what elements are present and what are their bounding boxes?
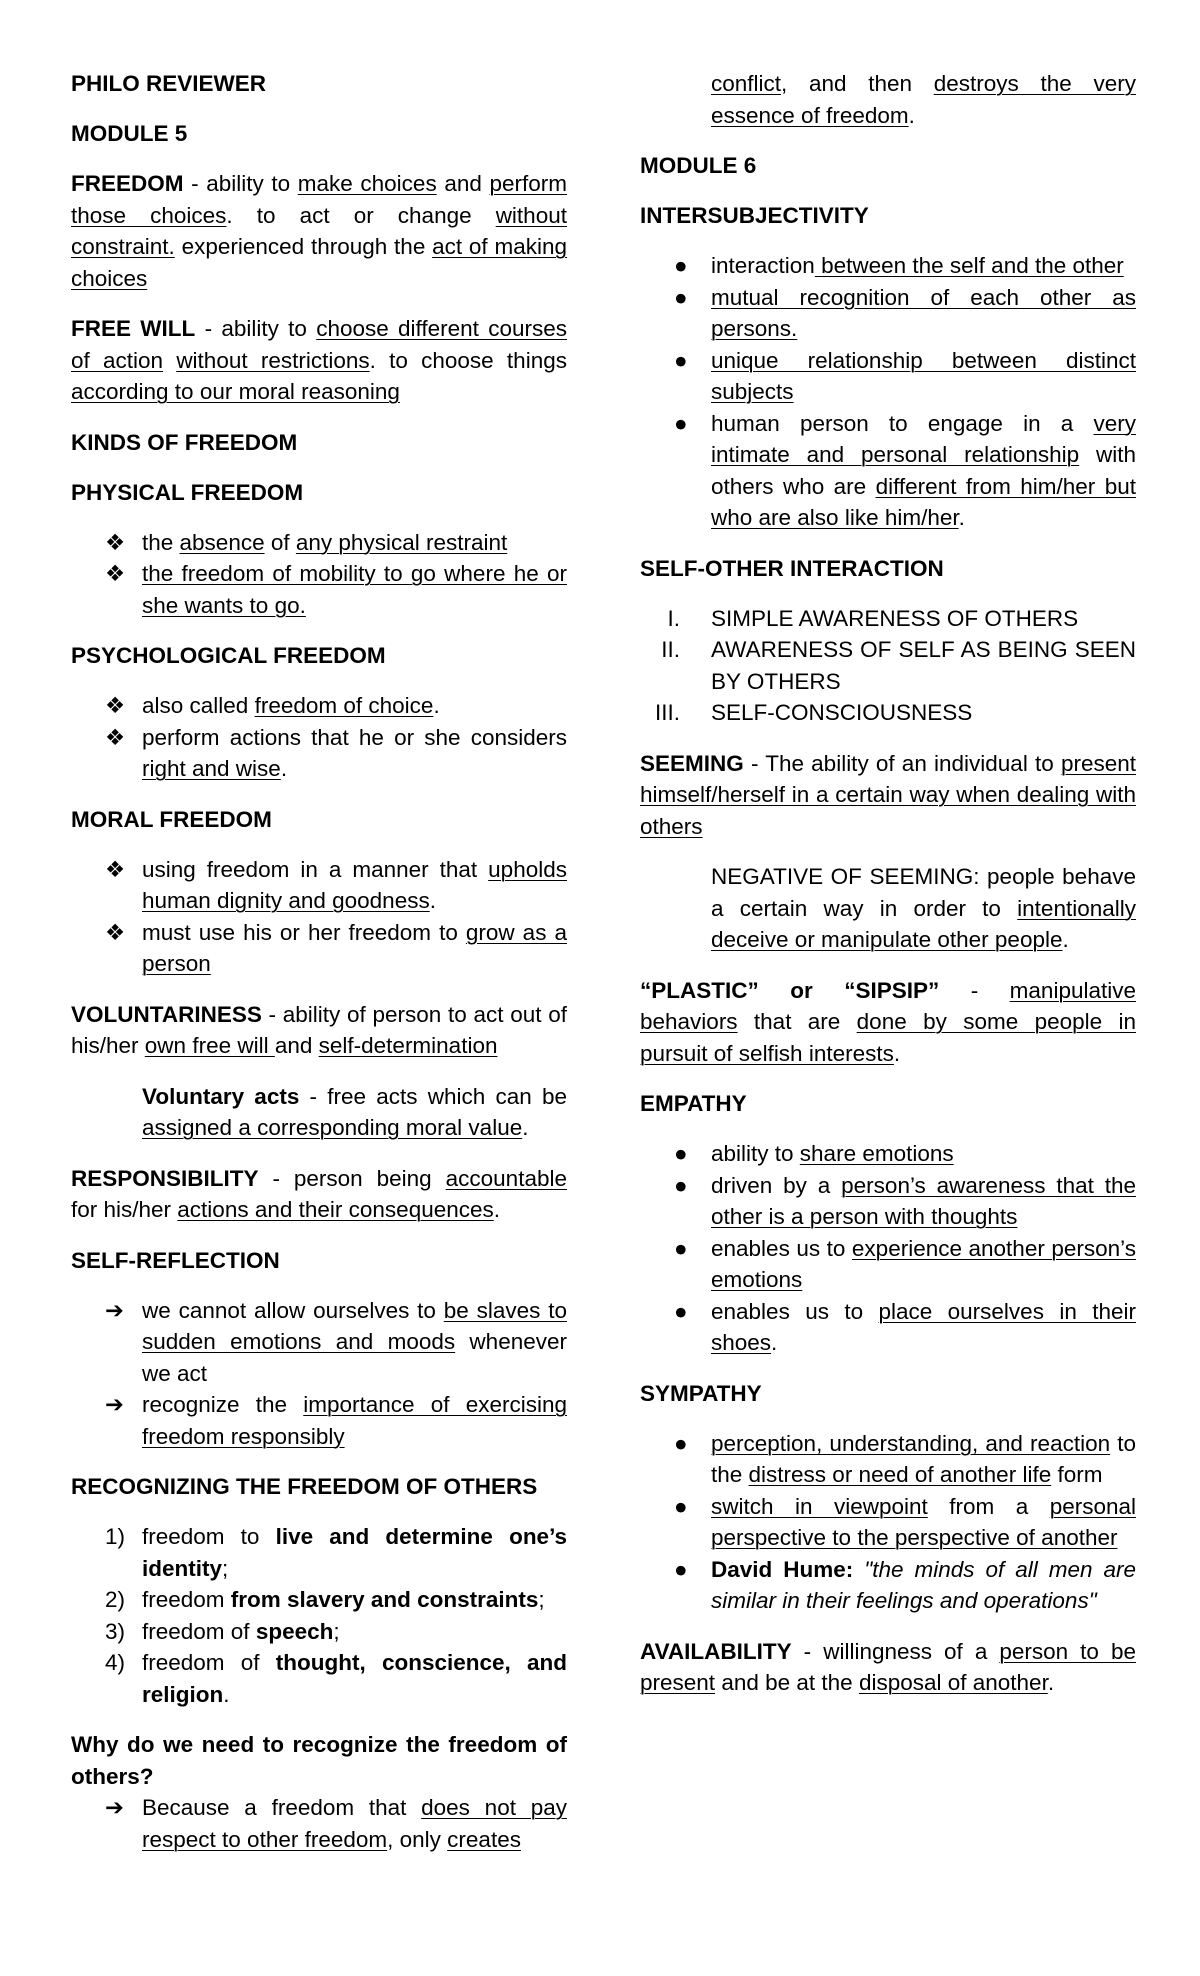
diamond-bullet-icon: ❖ (105, 919, 126, 945)
list-item: ❖ using freedom in a manner that upholds human dignity and goodness. (71, 854, 567, 917)
list-item: ❖ the freedom of mobility to go where he or she wants to go. (71, 558, 567, 621)
arrow-bullet-icon: ➔ (105, 1392, 124, 1417)
intersubjectivity-heading: INTERSUBJECTIVITY (640, 203, 869, 228)
list-item: I. SIMPLE AWARENESS OF OTHERS (667, 605, 1079, 631)
empathy-heading: EMPATHY (640, 1091, 747, 1116)
self-reflection-heading: SELF-REFLECTION (71, 1247, 280, 1273)
bullet-icon: ● (674, 1430, 688, 1456)
list-item: ● switch in viewpoint from a personal perspective to the perspective of another (640, 1491, 1136, 1554)
list-item: II. AWARENESS OF SELF AS BEING SEEN BY OTHERS (661, 637, 1136, 694)
list-item: ● enables us to experience another person’s emotions (640, 1233, 1136, 1296)
bullet-icon: ● (674, 1298, 688, 1324)
list-item: ● ability to share emotions (640, 1138, 1136, 1170)
bullet-icon: ● (674, 253, 688, 278)
free-will-definition: FREE WILL - ability to choose different courses of action without restrictions. to choose things according to our moral reasoning (71, 316, 568, 404)
freedom-definition: FREEDOM - ability to make choices and perform those choices. to act or change without constraint. experienced through the act of making choices (71, 171, 568, 291)
module-5-heading: MODULE 5 (71, 121, 188, 146)
list-item: ● perception, understanding, and reaction to the distress or need of another life form (640, 1428, 1136, 1491)
module-6-heading: MODULE 6 (640, 153, 757, 178)
list-item: III. SELF-CONSCIOUSNESS (654, 700, 973, 725)
list-item: ❖ must use his or her freedom to grow as a person (71, 917, 567, 980)
list-item: ● enables us to place ourselves in their shoes. (640, 1296, 1136, 1359)
self-reflection-list (71, 1295, 567, 1453)
arrow-bullet-icon: ➔ (105, 1297, 124, 1323)
why-answer-list (71, 1792, 567, 1855)
self-other-list (640, 603, 1136, 729)
recognizing-freedom-list (71, 1521, 567, 1710)
physical-freedom-heading: PHYSICAL FREEDOM (71, 479, 304, 505)
intersubjectivity-list (640, 250, 1136, 534)
list-item: ● mutual recognition of each other as persons. (640, 282, 1136, 345)
bullet-icon: ● (674, 284, 688, 310)
seeming-definition: SEEMING - The ability of an individual to present himself/herself in a certain way when dealing with others (640, 750, 1136, 839)
bullet-icon: ● (674, 1141, 688, 1166)
kinds-of-freedom-heading: KINDS OF FREEDOM (71, 429, 298, 455)
physical-freedom-list (71, 527, 567, 622)
list-item: ❖ the absence of any physical restraint (71, 527, 567, 559)
arrow-bullet-icon: ➔ (105, 1795, 124, 1820)
bullet-icon: ● (674, 347, 688, 373)
bullet-icon: ● (674, 1235, 688, 1261)
why-question: Why do we need to recognize the freedom of others? (71, 1732, 567, 1789)
list-item: ❖ perform actions that he or she considers right and wise. (71, 722, 567, 785)
availability-definition: AVAILABILITY - willingness of a person to be present and be at the disposal of another. (640, 1638, 1136, 1695)
right-column (640, 68, 1136, 1718)
negative-of-seeming: NEGATIVE OF SEEMING: people behave a certain way in order to intentionally deceive or manipulate other people. (711, 864, 1136, 952)
psychological-freedom-list (71, 690, 567, 785)
diamond-bullet-icon: ❖ (105, 561, 126, 586)
list-item: ● interaction between the self and the other (640, 250, 1136, 282)
list-item: ❖ also called freedom of choice. (71, 690, 567, 722)
list-item: ➔ recognize the importance of exercising freedom responsibly (71, 1389, 567, 1452)
list-item: 1) freedom to live and determine one’s identity; (105, 1524, 568, 1581)
self-other-heading: SELF-OTHER INTERACTION (640, 555, 944, 581)
empathy-list (640, 1138, 1136, 1359)
left-column (71, 68, 567, 1855)
why-answer-continuation: conflict, and then destroys the very essence of freedom. (711, 71, 1136, 128)
recognizing-freedom-heading: RECOGNIZING THE FREEDOM OF OTHERS (71, 1474, 538, 1499)
psychological-freedom-heading: PSYCHOLOGICAL FREEDOM (71, 643, 386, 668)
diamond-bullet-icon: ❖ (105, 724, 126, 750)
list-item: ● unique relationship between distinct subjects (640, 345, 1136, 408)
list-item: ➔ we cannot allow ourselves to be slaves to sudden emotions and moods whenever we act (71, 1295, 567, 1390)
bullet-icon: ● (674, 1172, 688, 1198)
voluntariness-definition: VOLUNTARINESS - ability of person to act out of his/her own free will and self-determination (71, 1001, 567, 1058)
bullet-icon: ● (674, 410, 688, 436)
doc-title: PHILO REVIEWER (71, 71, 267, 96)
list-item: 3) freedom of speech; (105, 1618, 340, 1644)
diamond-bullet-icon: ❖ (105, 856, 126, 882)
diamond-bullet-icon: ❖ (105, 529, 126, 555)
sympathy-list (640, 1428, 1136, 1617)
bullet-icon: ● (674, 1556, 688, 1582)
list-item: 4) freedom of thought, conscience, and religion. (105, 1650, 567, 1707)
moral-freedom-list (71, 854, 567, 980)
plastic-definition: “PLASTIC” or “SIPSIP” - manipulative behaviors that are done by some people in pursuit of selfish interests. (640, 977, 1136, 1066)
list-item: ● David Hume: "the minds of all men are similar in their feelings and operations" (640, 1554, 1136, 1617)
voluntary-acts-definition: Voluntary acts - free acts which can be assigned a corresponding moral value. (142, 1083, 567, 1140)
list-item: 2) freedom from slavery and constraints; (105, 1587, 545, 1612)
bullet-icon: ● (674, 1493, 688, 1519)
list-item: ➔ Because a freedom that does not pay respect to other freedom, only creates (71, 1792, 567, 1855)
sympathy-heading: SYMPATHY (640, 1380, 762, 1406)
moral-freedom-heading: MORAL FREEDOM (71, 806, 272, 832)
diamond-bullet-icon: ❖ (105, 693, 126, 718)
responsibility-definition: RESPONSIBILITY - person being accountable for his/her actions and their consequences. (71, 1165, 567, 1222)
list-item: ● human person to engage in a very intimate and personal relationship with others who are different from him/her but who are also like him/her. (640, 408, 1136, 534)
list-item: ● driven by a person’s awareness that the other is a person with thoughts (640, 1170, 1136, 1233)
